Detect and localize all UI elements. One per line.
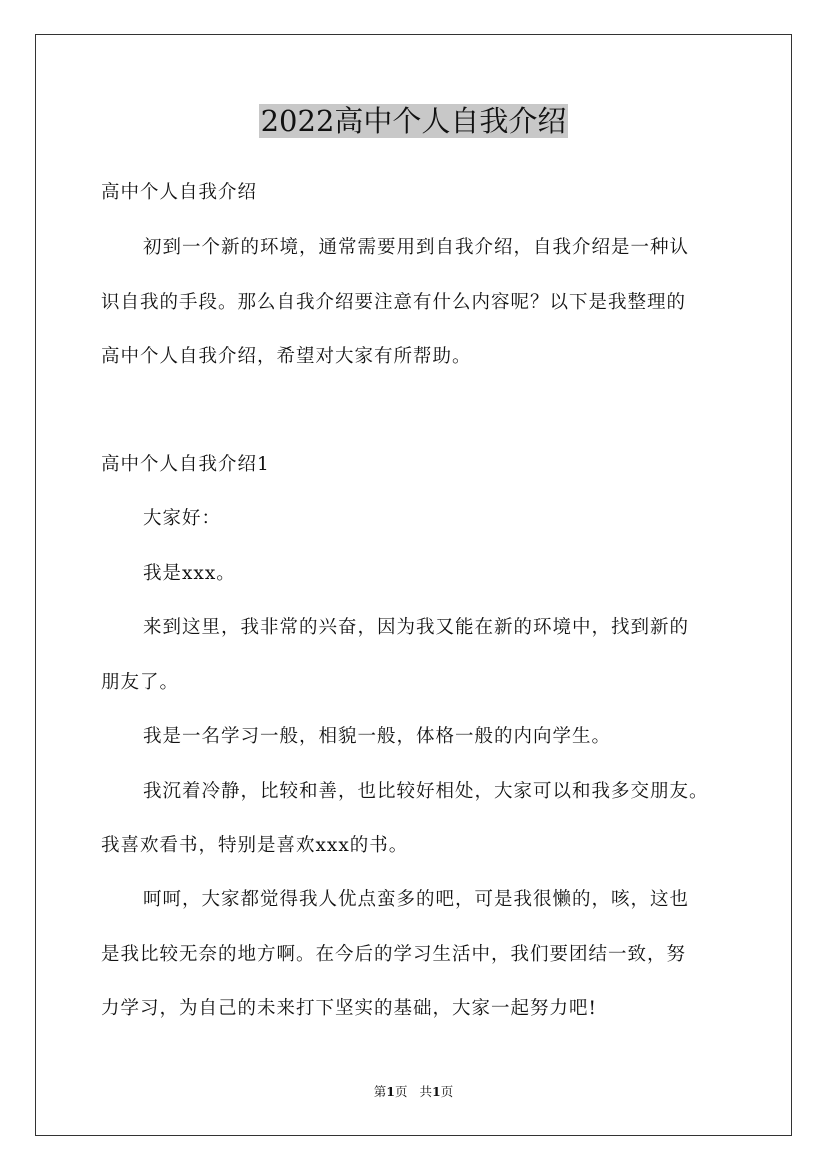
- footer-total-suffix: 页: [440, 1084, 454, 1099]
- paragraph-line: 我是一名学习一般，相貌一般，体格一般的内向学生。: [143, 726, 612, 747]
- paragraph-line: 大家好：: [143, 508, 222, 529]
- paragraph-line: 高中个人自我介绍，希望对大家有所帮助。: [101, 346, 472, 367]
- footer-page-number: 1: [386, 1084, 395, 1099]
- page-footer: [0, 1084, 827, 1100]
- footer-total-number: 1: [432, 1084, 441, 1099]
- footer-page-prefix: 第: [373, 1084, 387, 1099]
- footer-total-prefix: 共: [419, 1084, 433, 1099]
- document-title: [0, 100, 827, 142]
- paragraph-line: 朋友了。: [101, 672, 180, 693]
- document-title-text: 2022高中个人自我介绍: [260, 104, 567, 138]
- paragraph-line: 是我比较无奈的地方啊。在今后的学习生活中，我们要团结一致，努: [101, 944, 687, 965]
- section-heading-1: 高中个人自我介绍1: [101, 454, 270, 475]
- footer-page-suffix: 页: [394, 1084, 408, 1099]
- paragraph-line: 呵呵，大家都觉得我人优点蛮多的吧，可是我很懒的，咳，这也: [143, 889, 690, 910]
- paragraph-line: 初到一个新的环境，通常需要用到自我介绍，自我介绍是一种认: [143, 237, 690, 258]
- paragraph-line: 我沉着冷静，比较和善，也比较好相处，大家可以和我多交朋友。: [143, 781, 709, 802]
- paragraph-line: 我喜欢看书，特别是喜欢xxx的书。: [101, 835, 409, 856]
- paragraph-line: 力学习，为自己的未来打下坚实的基础，大家一起努力吧!: [101, 998, 597, 1019]
- paragraph-line: 来到这里，我非常的兴奋，因为我又能在新的环境中，找到新的: [143, 617, 690, 638]
- paragraph-line: 我是xxx。: [143, 563, 236, 584]
- section-heading-intro: 高中个人自我介绍: [101, 182, 258, 203]
- paragraph-line: 识自我的手段。那么自我介绍要注意有什么内容呢？以下是我整理的: [101, 292, 687, 313]
